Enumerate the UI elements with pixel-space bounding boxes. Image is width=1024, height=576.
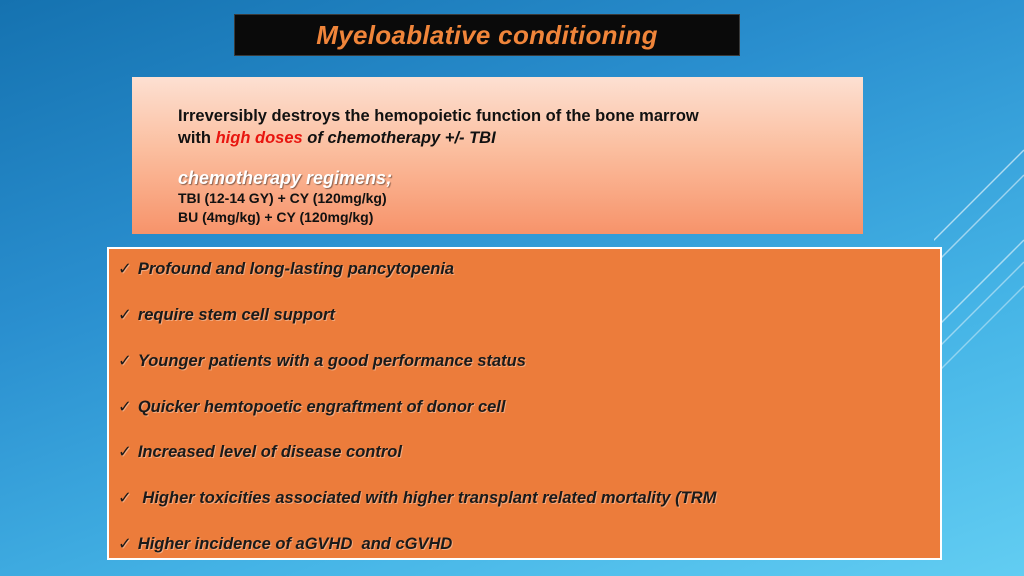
- check-icon: ✓: [118, 260, 132, 278]
- list-item: [118, 534, 452, 554]
- list-item-text: Higher incidence of aGVHD and cGVHD: [137, 535, 453, 553]
- list-item: [118, 259, 454, 279]
- intro-highlight: high doses: [215, 129, 303, 147]
- intro-rest: of chemotherapy +/- TBI: [307, 129, 496, 147]
- list-item-text: Younger patients with a good performance status: [137, 352, 526, 370]
- list-item-text: Increased level of disease control: [137, 443, 402, 461]
- definition-box: [132, 77, 863, 234]
- slide-title: Myeloablative conditioning: [316, 19, 658, 50]
- check-icon: ✓: [118, 352, 132, 370]
- intro-line-1: Irreversibly destroys the hemopoietic function of the bone marrow: [178, 107, 699, 125]
- check-icon: ✓: [118, 535, 132, 553]
- list-item-text: Higher toxicities associated with higher transplant related mortality (TRM: [137, 489, 717, 507]
- intro-text: [178, 105, 823, 149]
- list-item-text: require stem cell support: [137, 306, 335, 324]
- check-icon: ✓: [118, 306, 132, 324]
- regimens-title: chemotherapy regimens;: [178, 168, 393, 188]
- decorative-lines: [934, 0, 1024, 576]
- list-item: [118, 305, 335, 325]
- list-item: [118, 397, 505, 417]
- regimen-item: BU (4mg/kg) + CY (120mg/kg): [178, 209, 374, 225]
- list-item-text: Quicker hemtopoetic engraftment of donor cell: [137, 398, 506, 416]
- list-item: [118, 442, 402, 462]
- regimen-item: TBI (12-14 GY) + CY (120mg/kg): [178, 190, 387, 206]
- list-item: [118, 351, 526, 371]
- features-list: [107, 247, 942, 560]
- title-bar: [234, 14, 740, 56]
- list-item-text: Profound and long-lasting pancytopenia: [137, 260, 455, 278]
- check-icon: ✓: [118, 443, 132, 461]
- check-icon: ✓: [118, 489, 132, 507]
- check-icon: ✓: [118, 398, 132, 416]
- intro-with: with: [178, 129, 211, 147]
- list-item: [118, 488, 716, 508]
